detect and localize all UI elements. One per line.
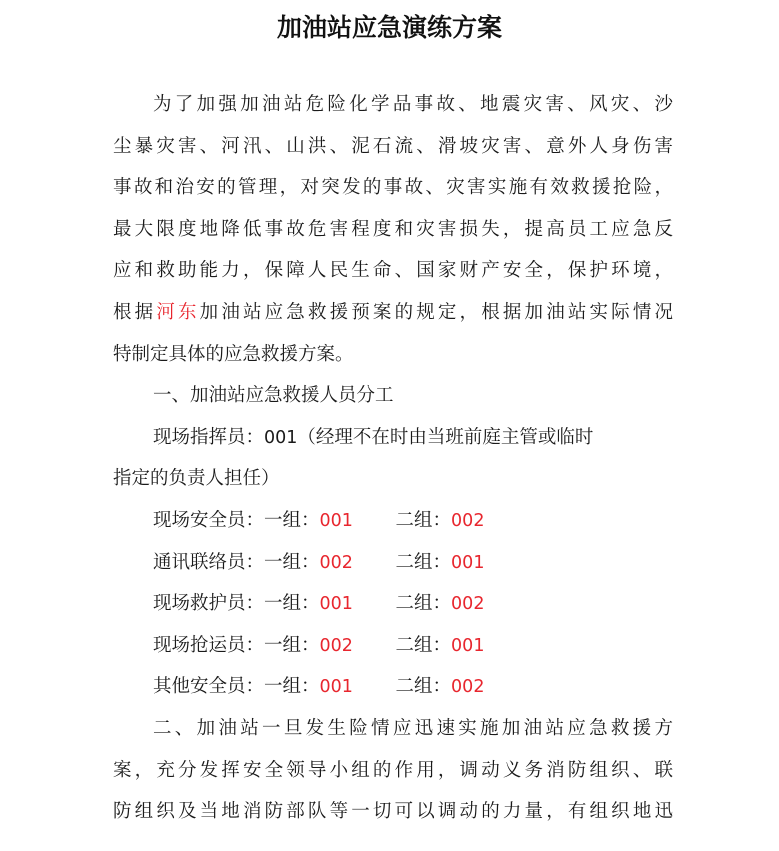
para1-line-2: 尘暴灾害、河汛、山洪、泥石流、滑坡灾害、意外人身伤害 — [113, 135, 673, 157]
role-name: 通讯联络员： — [153, 551, 265, 573]
role-row — [113, 542, 673, 584]
para1-line-7: 特制定具体的应急救援方案。 — [113, 343, 354, 365]
document-body — [113, 84, 673, 833]
highlighted-place-name: 河东 — [156, 301, 200, 323]
group1-label: 一组： — [264, 634, 320, 656]
section1-heading: 一、加油站应急救援人员分工 — [153, 385, 394, 407]
group1-label: 一组： — [264, 593, 320, 615]
group2-value: 001 — [451, 635, 485, 656]
commander-code: 001 — [264, 427, 298, 448]
para1-line-1: 为了加强加油站危险化学品事故、地震灾害、风灾、沙 — [153, 94, 673, 115]
section2-line-1: 二、加油站一旦发生险情应迅速实施加油站应急救援方 — [153, 717, 673, 739]
group2-value: 002 — [451, 677, 485, 698]
group1-label: 一组： — [264, 509, 320, 531]
group1-value: 001 — [319, 677, 353, 698]
group1-label: 一组： — [264, 551, 320, 573]
role-row — [113, 625, 673, 667]
group1-value: 001 — [319, 594, 353, 615]
group2-value: 001 — [451, 552, 485, 573]
commander-line — [113, 417, 673, 459]
role-name: 其他安全员： — [153, 676, 265, 698]
group1-value: 001 — [319, 510, 353, 531]
commander-label: 现场指挥员： — [153, 426, 265, 448]
group1-value: 002 — [319, 552, 353, 573]
role-name: 现场安全员： — [153, 509, 265, 531]
group1-value: 002 — [319, 635, 353, 656]
role-row — [113, 666, 673, 708]
commander-note: （经理不在时由当班前庭主管或临时 — [297, 426, 594, 448]
document-title: 加油站应急演练方案 — [276, 13, 502, 42]
group1-label: 一组： — [264, 676, 320, 698]
role-name: 现场救护员： — [153, 593, 265, 615]
role-row — [113, 583, 673, 625]
para1-line-3: 事故和治安的管理，对突发的事故、灾害实施有效救援抢险， — [113, 177, 673, 199]
group2-label: 二组： — [395, 676, 452, 698]
para1-line-4: 最大限度地降低事故危害程度和灾害损失，提高员工应急反 — [113, 218, 673, 240]
group2-label: 二组： — [395, 593, 452, 615]
group2-value: 002 — [451, 594, 485, 615]
group2-label: 二组： — [395, 551, 452, 573]
para1-line-6 — [113, 292, 673, 334]
para1-line-5: 应和救助能力，保障人民生命、国家财产安全，保护环境， — [113, 260, 673, 282]
role-row — [113, 500, 673, 542]
role-name: 现场抢运员： — [153, 634, 265, 656]
para1-line-6-suffix: 加油站应急救援预案的规定，根据加油站实际情况 — [199, 301, 673, 323]
group2-label: 二组： — [395, 634, 452, 656]
commander-note-continued: 指定的负责人担任） — [113, 468, 280, 490]
group2-label: 二组： — [395, 509, 452, 531]
section2-line-2: 案，充分发挥安全领导小组的作用，调动义务消防组织、联 — [113, 759, 673, 781]
section2-line-3: 防组织及当地消防部队等一切可以调动的力量，有组织地迅 — [113, 801, 673, 823]
para1-line-6-prefix: 根据 — [113, 301, 157, 323]
group2-value: 002 — [451, 510, 485, 531]
